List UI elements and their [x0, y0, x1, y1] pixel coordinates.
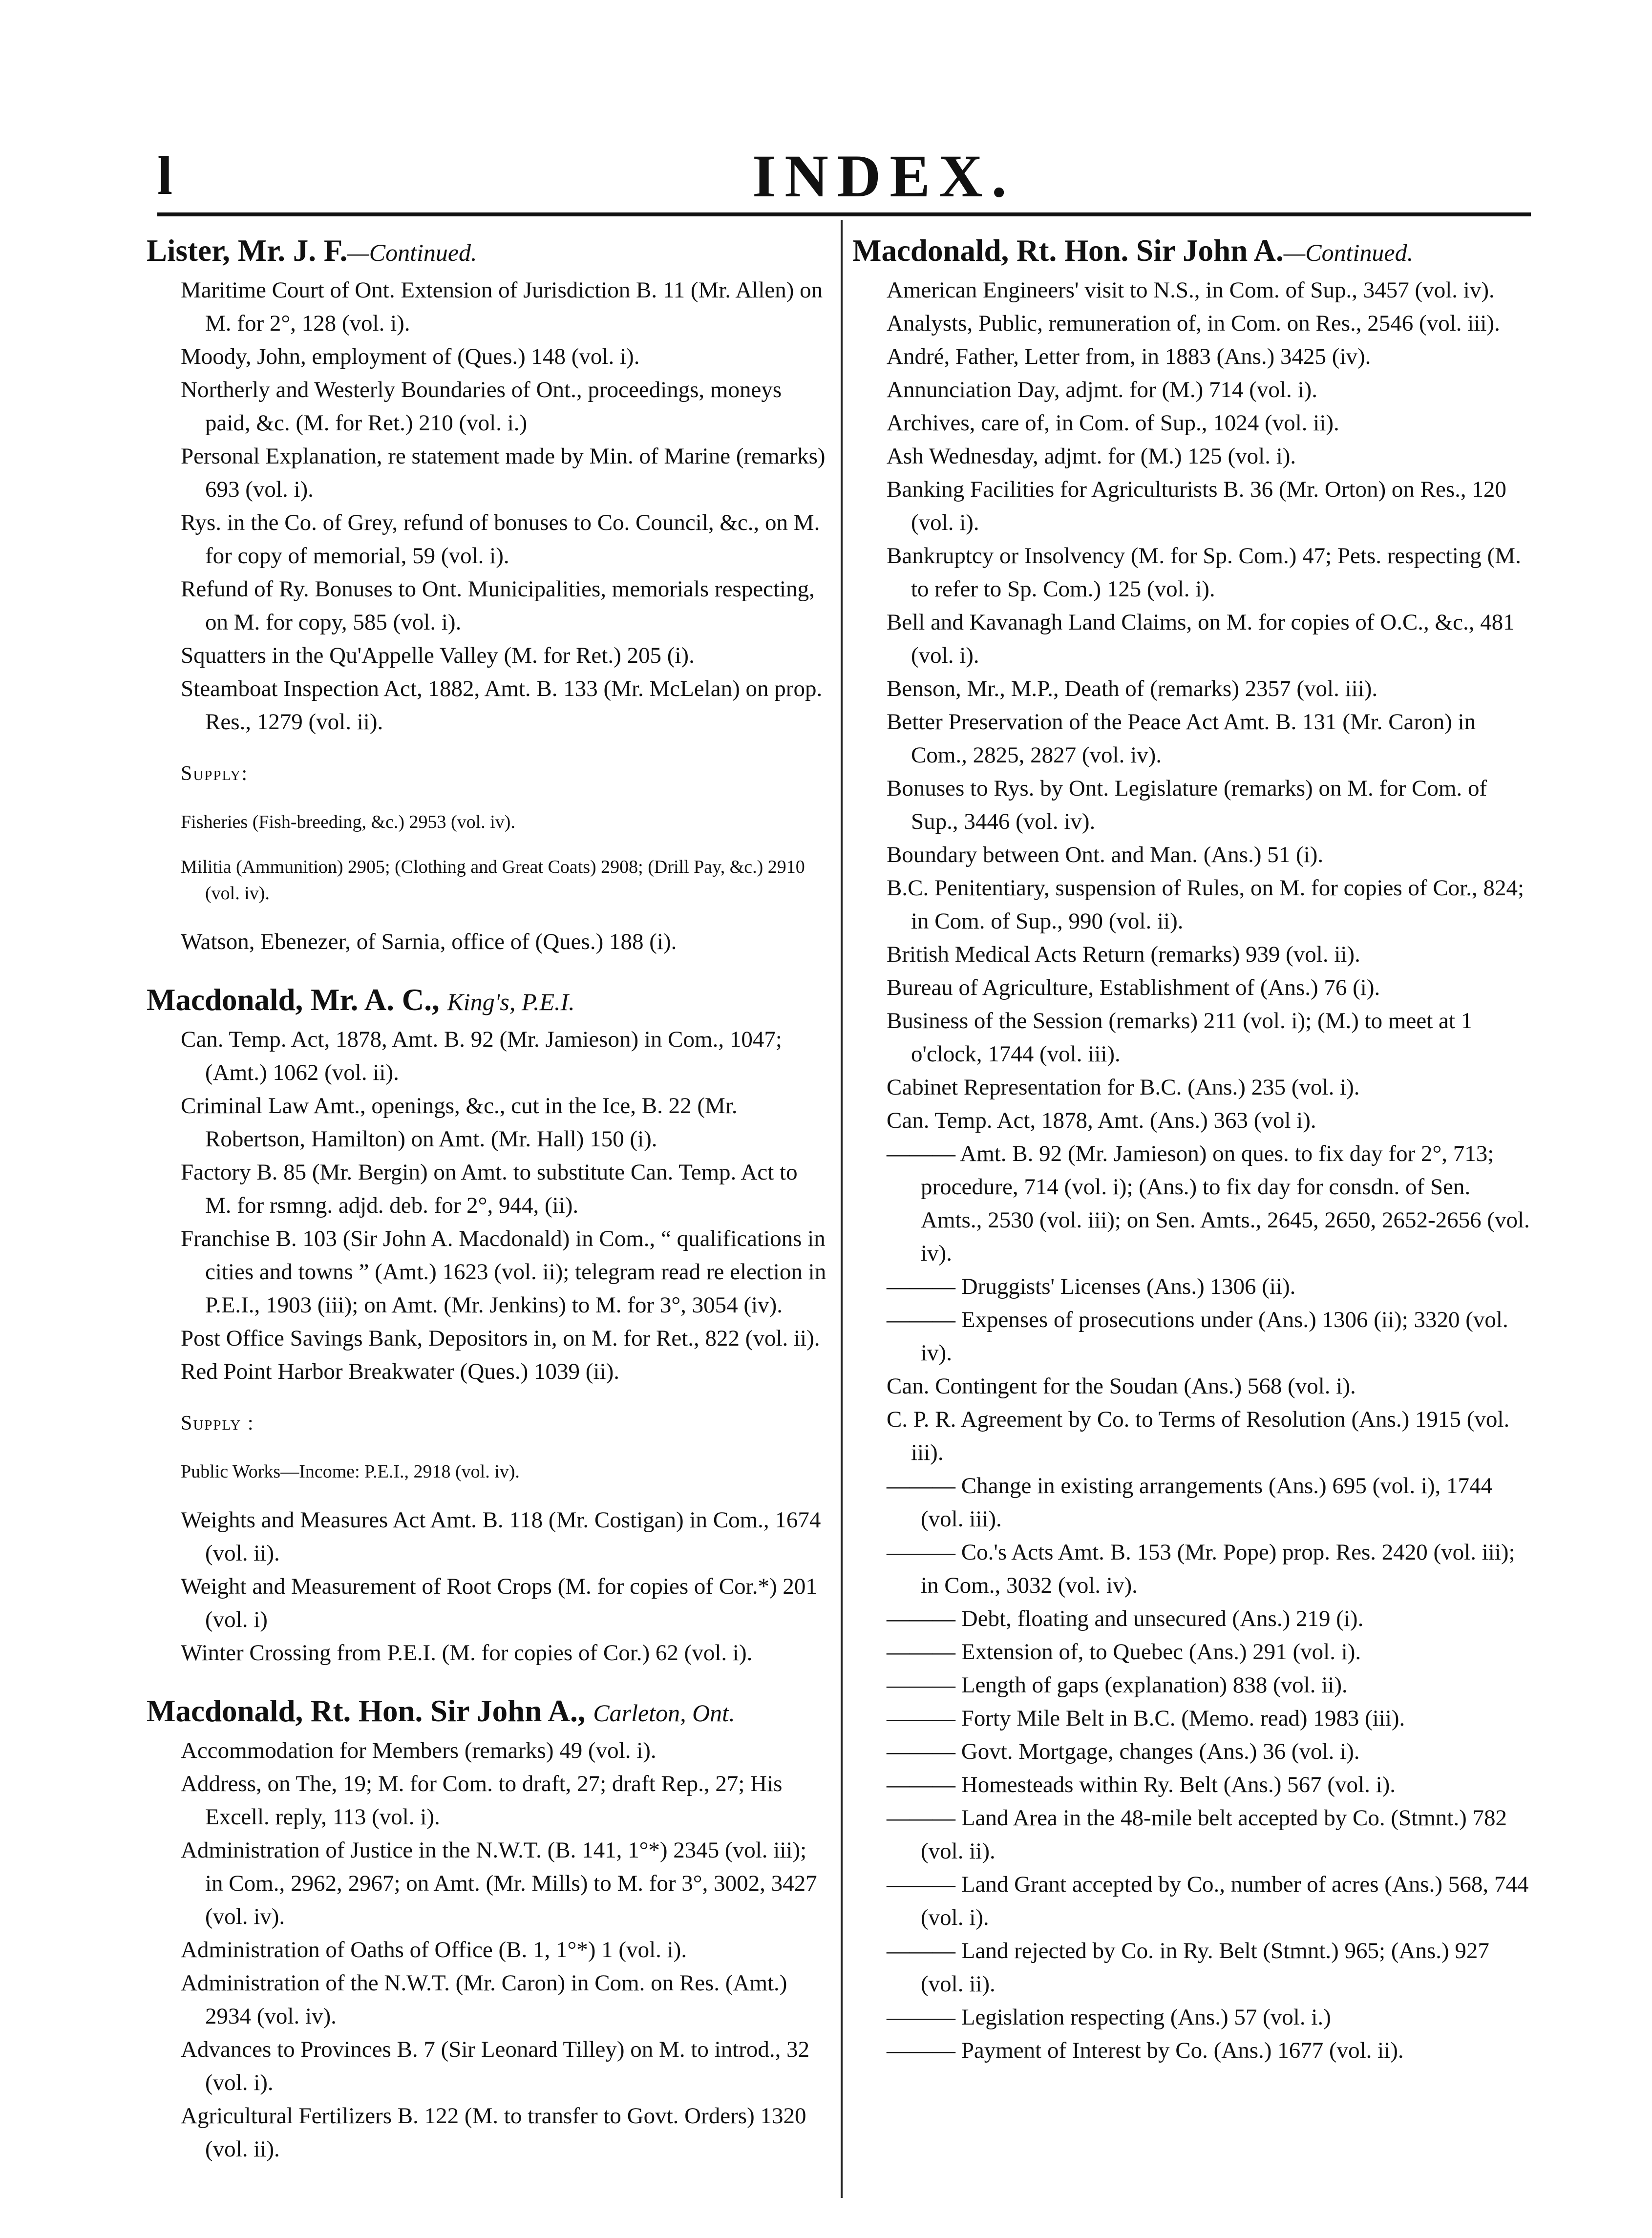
index-subentry: ——— Amt. B. 92 (Mr. Jamieson) on ques. to fix day for 2°, 713; procedure, 714 (vol. i); (Ans.) to fix day for consdn. of Sen. Amts., 2530 (vol. iii); on Sen. Amts., 2645, 2650, 2652-2656 (vol. iv). — [887, 1141, 1530, 1266]
supply-item: Militia (Ammunition) 2905; (Clothing and Great Coats) 2908; (Drill Pay, &c.) 2910 (vol. iv). — [181, 857, 805, 904]
heading-name: Macdonald, Rt. Hon. Sir John A., — [147, 1694, 586, 1728]
index-entry: Benson, Mr., M.P., Death of (remarks) 2357 (vol. iii). — [887, 676, 1378, 701]
index-entry: Bureau of Agriculture, Establishment of (Ans.) 76 (i). — [887, 975, 1380, 1000]
supply-item: Fisheries (Fish-breeding, &c.) 2953 (vol. iv). — [181, 812, 515, 832]
supply-label: Supply : — [181, 1412, 254, 1435]
index-subentry: ——— Land rejected by Co. in Ry. Belt (Stmnt.) 965; (Ans.) 927 (vol. ii). — [887, 1938, 1489, 1997]
index-entry: Bonuses to Rys. by Ont. Legislature (remarks) on M. for Com. of Sup., 3446 (vol. iv). — [887, 776, 1487, 834]
supply-label: Supply: — [181, 762, 248, 785]
page-number: l — [157, 146, 173, 206]
index-entry: Criminal Law Amt., openings, &c., cut in the Ice, B. 22 (Mr. Robertson, Hamilton) on Amt. (Mr. Hall) 150 (i). — [181, 1093, 738, 1152]
section-gap — [147, 958, 828, 979]
page-title: INDEX. — [752, 143, 1016, 210]
index-entry: Annunciation Day, adjmt. for (M.) 714 (vol. i). — [887, 377, 1317, 402]
index-entry: Refund of Ry. Bonuses to Ont. Municipalities, memorials respecting, on M. for copy, 585 (vol. i). — [181, 576, 815, 635]
index-entry: Post Office Savings Bank, Depositors in, on M. for Ret., 822 (vol. ii). — [181, 1326, 820, 1351]
index-subentry: ——— Extension of, to Quebec (Ans.) 291 (vol. i). — [887, 1639, 1361, 1665]
index-subentry: ——— Govt. Mortgage, changes (Ans.) 36 (vol. i). — [887, 1739, 1360, 1764]
index-entry: Boundary between Ont. and Man. (Ans.) 51 (i). — [887, 842, 1324, 867]
index-subentry: ——— Druggists' Licenses (Ans.) 1306 (ii). — [887, 1274, 1296, 1299]
header-rule — [157, 212, 1531, 216]
index-entry: Cabinet Representation for B.C. (Ans.) 235 (vol. i). — [887, 1075, 1360, 1100]
index-subentry: ——— Legislation respecting (Ans.) 57 (vol. i.) — [887, 2005, 1331, 2030]
heading-name: Macdonald, Mr. A. C., — [147, 983, 440, 1017]
index-subentry: ——— Length of gaps (explanation) 838 (vol. ii). — [887, 1672, 1348, 1698]
index-entry: Winter Crossing from P.E.I. (M. for copies of Cor.) 62 (vol. i). — [181, 1640, 753, 1666]
index-entry: Ash Wednesday, adjmt. for (M.) 125 (vol. i). — [887, 443, 1296, 469]
index-entry: Can. Temp. Act, 1878, Amt. B. 92 (Mr. Jamieson) in Com., 1047; (Amt.) 1062 (vol. ii). — [181, 1027, 782, 1085]
index-entry: Personal Explanation, re statement made by Min. of Marine (remarks) 693 (vol. i). — [181, 443, 826, 502]
index-entry: Administration of Oaths of Office (B. 1, 1°*) 1 (vol. i). — [181, 1937, 687, 1963]
column-divider — [841, 220, 843, 2198]
index-subentry: ——— Debt, floating and unsecured (Ans.) 219 (i). — [887, 1606, 1364, 1631]
index-entry: Moody, John, employment of (Ques.) 148 (vol. i). — [181, 344, 640, 369]
index-subentry: ——— Expenses of prosecutions under (Ans.) 1306 (ii); 3320 (vol. iv). — [887, 1307, 1508, 1366]
index-subentry: ——— Land Area in the 48-mile belt accepted by Co. (Stmnt.) 782 (vol. ii). — [887, 1805, 1507, 1864]
section-macdonald-john-continued — [852, 230, 1534, 2067]
heading-name: Lister, Mr. J. F. — [147, 233, 348, 268]
index-subentry: ——— Homesteads within Ry. Belt (Ans.) 567 (vol. i). — [887, 1772, 1396, 1797]
section-heading — [852, 230, 1534, 274]
index-entry: Better Preservation of the Peace Act Amt. B. 131 (Mr. Caron) in Com., 2825, 2827 (vol. iv). — [887, 709, 1476, 768]
index-entry: Bankruptcy or Insolvency (M. for Sp. Com.) 47; Pets. respecting (M. to refer to Sp. Com.) 125 (vol. i). — [887, 543, 1521, 602]
index-entry: Can. Temp. Act, 1878, Amt. (Ans.) 363 (vol i). — [887, 1108, 1316, 1133]
index-entry: Administration of Justice in the N.W.T. (B. 141, 1°*) 2345 (vol. iii); in Com., 2962, 2967; on Amt. (Mr. Mills) to M. for 3°, 3002, 3427 (vol. iv). — [181, 1837, 817, 1929]
index-entry: Rys. in the Co. of Grey, refund of bonuses to Co. Council, &c., on M. for copy of memorial, 59 (vol. i). — [181, 510, 820, 569]
index-entry: Banking Facilities for Agriculturists B. 36 (Mr. Orton) on Res., 120 (vol. i). — [887, 477, 1506, 535]
index-entry: Address, on The, 19; M. for Com. to draft, 27; draft Rep., 27; His Excell. reply, 113 (vol. i). — [181, 1771, 783, 1830]
index-entry: Squatters in the Qu'Appelle Valley (M. for Ret.) 205 (i). — [181, 643, 695, 668]
index-entry: Factory B. 85 (Mr. Bergin) on Amt. to substitute Can. Temp. Act to M. for rsmng. adjd. deb. for 2°, 944, (ii). — [181, 1160, 798, 1218]
index-entry: Weight and Measurement of Root Crops (M. for copies of Cor.*) 201 (vol. i) — [181, 1574, 817, 1632]
index-entry: Bell and Kavanagh Land Claims, on M. for copies of O.C., &c., 481 (vol. i). — [887, 610, 1515, 668]
index-entry: André, Father, Letter from, in 1883 (Ans.) 3425 (iv). — [887, 344, 1371, 369]
index-entry: British Medical Acts Return (remarks) 939 (vol. ii). — [887, 942, 1360, 967]
index-entry: Analysts, Public, remuneration of, in Com. on Res., 2546 (vol. iii). — [887, 311, 1500, 336]
index-entry: Accommodation for Members (remarks) 49 (vol. i). — [181, 1738, 657, 1763]
section-gap — [147, 1669, 828, 1690]
index-subentry: ——— Payment of Interest by Co. (Ans.) 1677 (vol. ii). — [887, 2038, 1404, 2063]
heading-qualifier: —Continued. — [347, 239, 477, 266]
section-macdonald-ac — [147, 979, 828, 1669]
index-entry: Steamboat Inspection Act, 1882, Amt. B. 133 (Mr. McLelan) on prop. Res., 1279 (vol. ii). — [181, 676, 823, 735]
index-entry: C. P. R. Agreement by Co. to Terms of Resolution (Ans.) 1915 (vol. iii). — [887, 1407, 1510, 1465]
index-entry: Weights and Measures Act Amt. B. 118 (Mr. Costigan) in Com., 1674 (vol. ii). — [181, 1507, 821, 1566]
heading-qualifier: —Continued. — [1283, 239, 1414, 266]
index-entry: Advances to Provinces B. 7 (Sir Leonard Tilley) on M. to introd., 32 (vol. i). — [181, 2037, 810, 2095]
section-heading — [147, 1690, 828, 1734]
heading-qualifier: King's, P.E.I. — [447, 988, 575, 1015]
heading-qualifier: Carleton, Ont. — [593, 1699, 735, 1727]
index-entry: Business of the Session (remarks) 211 (vol. i); (M.) to meet at 1 o'clock, 1744 (vol. iii). — [887, 1008, 1473, 1067]
index-entry: Archives, care of, in Com. of Sup., 1024 (vol. ii). — [887, 410, 1339, 436]
index-entry: Administration of the N.W.T. (Mr. Caron) in Com. on Res. (Amt.) 2934 (vol. iv). — [181, 1970, 787, 2029]
index-entry: Can. Contingent for the Soudan (Ans.) 568 (vol. i). — [887, 1373, 1356, 1399]
section-heading — [147, 979, 828, 1023]
index-entry: Agricultural Fertilizers B. 122 (M. to transfer to Govt. Orders) 1320 (vol. ii). — [181, 2103, 806, 2162]
section-macdonald-john — [147, 1690, 828, 2166]
heading-name: Macdonald, Rt. Hon. Sir John A. — [852, 233, 1284, 268]
index-entry: Watson, Ebenezer, of Sarnia, office of (Ques.) 188 (i). — [181, 929, 677, 954]
right-column — [852, 230, 1534, 2067]
index-subentry: ——— Change in existing arrangements (Ans.) 695 (vol. i), 1744 (vol. iii). — [887, 1473, 1493, 1532]
index-entry: Franchise B. 103 (Sir John A. Macdonald) in Com., “ qualifications in cities and towns ” (Amt.) 1623 (vol. ii); telegram read re election in P.E.I., 1903 (iii); on Amt. (Mr. Jenkins) to M. for 3°, 3054 (iv). — [181, 1226, 826, 1318]
supply-item: Public Works—Income: P.E.I., 2918 (vol. iv). — [181, 1461, 520, 1482]
left-column — [147, 230, 828, 2166]
index-entry: American Engineers' visit to N.S., in Com. of Sup., 3457 (vol. iv). — [887, 277, 1495, 303]
index-entry: Maritime Court of Ont. Extension of Jurisdiction B. 11 (Mr. Allen) on M. for 2°, 128 (vol. i). — [181, 277, 823, 336]
index-entry: B.C. Penitentiary, suspension of Rules, on M. for copies of Cor., 824; in Com. of Sup., 990 (vol. ii). — [887, 875, 1525, 934]
index-subentry: ——— Forty Mile Belt in B.C. (Memo. read) 1983 (iii). — [887, 1706, 1405, 1731]
section-heading — [147, 230, 828, 274]
index-subentry: ——— Co.'s Acts Amt. B. 153 (Mr. Pope) prop. Res. 2420 (vol. iii); in Com., 3032 (vol. iv). — [887, 1540, 1515, 1598]
section-lister — [147, 230, 828, 958]
index-entry: Red Point Harbor Breakwater (Ques.) 1039 (ii). — [181, 1359, 619, 1384]
index-subentry: ——— Land Grant accepted by Co., number of acres (Ans.) 568, 744 (vol. i). — [887, 1872, 1529, 1930]
index-entry: Northerly and Westerly Boundaries of Ont., proceedings, moneys paid, &c. (M. for Ret.) 210 (vol. i.) — [181, 377, 782, 436]
